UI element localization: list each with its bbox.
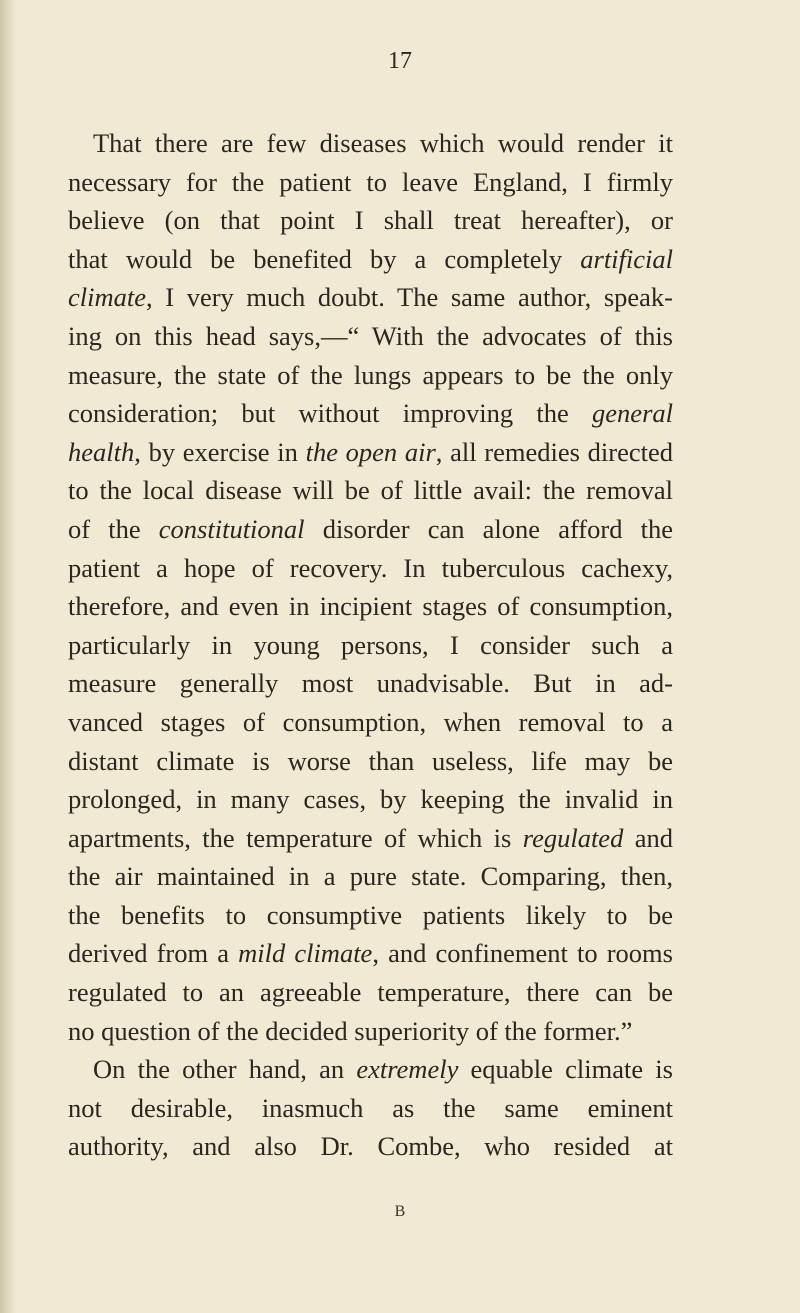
- text-line: [68, 587, 673, 626]
- italic-text: health: [68, 436, 135, 467]
- italic-text: extremely: [356, 1054, 459, 1085]
- text-segment: apartments, the temperature of which is: [68, 822, 523, 853]
- text-segment: necessary for the patient to leave England, I firmly: [68, 166, 673, 197]
- text-segment: the air maintained in a pure state. Comparing, then,: [68, 861, 673, 892]
- text-segment: derived from a: [68, 938, 239, 969]
- text-segment: that would be benefited by a completely: [68, 243, 581, 274]
- text-line: [68, 1127, 673, 1166]
- text-line: [68, 471, 673, 510]
- text-segment: particularly in young persons, I consider such a: [68, 629, 673, 660]
- body-text: [68, 124, 673, 1166]
- text-line: [68, 896, 673, 935]
- text-segment: to the local disease will be of little avail: the removal: [68, 475, 673, 506]
- italic-text: the open air: [305, 436, 436, 467]
- italic-text: general: [592, 398, 673, 429]
- italic-text: regulated: [522, 822, 624, 853]
- text-line: [68, 549, 673, 588]
- text-segment: , and confinement to rooms: [372, 938, 673, 969]
- text-segment: authority, and also Dr. Combe, who resided at: [68, 1131, 673, 1162]
- text-segment: ing on this head says,—“ With the advocates of this: [68, 320, 673, 351]
- text-line: [68, 819, 673, 858]
- text-segment: equable climate is: [458, 1054, 673, 1085]
- text-line: [68, 201, 673, 240]
- italic-text: mild climate: [238, 938, 373, 969]
- text-segment: believe (on that point I shall treat hereafter), or: [68, 205, 673, 236]
- text-line: [68, 317, 673, 356]
- text-segment: no question of the decided superiority of the former.”: [68, 1015, 633, 1046]
- text-segment: therefore, and even in incipient stages of consumption,: [68, 591, 673, 622]
- text-segment: regulated to an agreeable temperature, there can be: [68, 977, 673, 1008]
- text-segment: patient a hope of recovery. In tuberculous cachexy,: [68, 552, 673, 583]
- text-segment: On the other hand, an: [93, 1054, 357, 1085]
- text-line: [68, 433, 673, 472]
- text-line: [68, 124, 673, 163]
- text-line: [68, 857, 673, 896]
- text-line: [68, 780, 673, 819]
- text-segment: vanced stages of consumption, when removal to a: [68, 706, 673, 737]
- text-line: [68, 278, 673, 317]
- text-segment: , all remedies directed: [435, 436, 673, 467]
- text-segment: of the: [68, 513, 159, 544]
- text-line: [68, 510, 673, 549]
- text-segment: distant climate is worse than useless, life may be: [68, 745, 673, 776]
- text-line: [68, 742, 673, 781]
- text-segment: consideration; but without improving the: [68, 398, 593, 429]
- text-line: [68, 394, 673, 433]
- text-segment: prolonged, in many cases, by keeping the invalid in: [68, 784, 673, 815]
- text-line: [68, 1089, 673, 1128]
- text-line: [68, 1050, 673, 1089]
- text-line: [68, 356, 673, 395]
- text-line: [68, 626, 673, 665]
- text-line: [68, 240, 673, 279]
- text-line: [68, 703, 673, 742]
- text-segment: measure generally most unadvisable. But in ad-: [68, 668, 673, 699]
- text-segment: disorder can alone afford the: [304, 513, 673, 544]
- text-segment: , I very much doubt. The same author, speak-: [146, 282, 673, 313]
- text-line: [68, 934, 673, 973]
- page-number: 17: [388, 48, 412, 74]
- text-segment: and: [623, 822, 673, 853]
- text-segment: That there are few diseases which would render it: [93, 128, 673, 158]
- text-line: [68, 163, 673, 202]
- text-line: [68, 1012, 673, 1051]
- signature-mark: B: [394, 1203, 406, 1220]
- italic-text: artificial: [580, 243, 673, 274]
- text-line: [68, 973, 673, 1012]
- italic-text: climate: [68, 282, 146, 313]
- text-line: [68, 664, 673, 703]
- text-segment: not desirable, inasmuch as the same eminent: [68, 1092, 673, 1123]
- text-segment: measure, the state of the lungs appears to be the only: [68, 359, 673, 390]
- text-segment: , by exercise in: [134, 436, 306, 467]
- text-segment: the benefits to consumptive patients likely to be: [68, 899, 673, 930]
- italic-text: constitutional: [158, 513, 305, 544]
